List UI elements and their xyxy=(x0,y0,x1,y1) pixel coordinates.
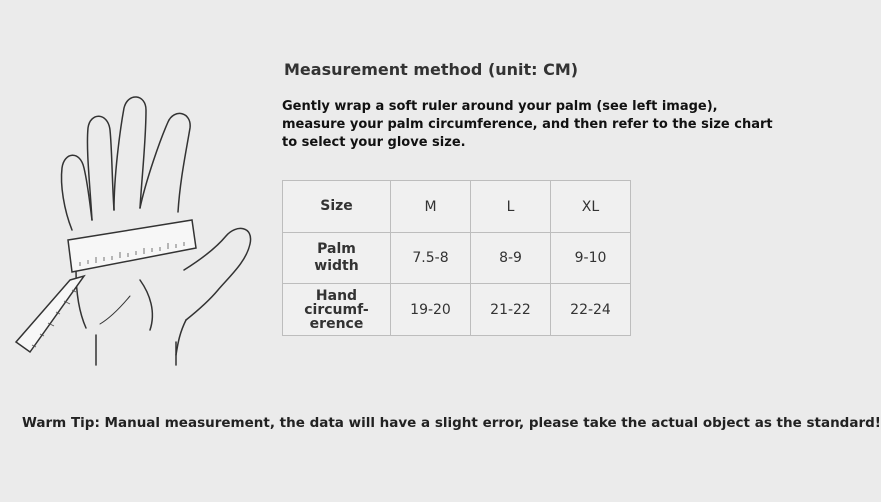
size-l-header: L xyxy=(471,181,551,233)
warm-tip: Warm Tip: Manual measurement, the data will have a slight error, please take the actual object as the standard! xyxy=(22,415,881,431)
palm-width-xl: 9-10 xyxy=(551,233,631,284)
hand-circumference-m: 19-20 xyxy=(391,284,471,336)
size-m-header: M xyxy=(391,181,471,233)
measurement-description: Gently wrap a soft ruler around your palm (see left image), measure your palm circumference, and then refer to the size chart to select your glove size. xyxy=(282,99,773,150)
table-header-row xyxy=(283,181,631,233)
table-row xyxy=(283,284,631,336)
hand-circumference-xl: 22-24 xyxy=(551,284,631,336)
hand-circumference-l: 21-22 xyxy=(471,284,551,336)
size-xl-header: XL xyxy=(551,181,631,233)
hand-with-measuring-tape-icon xyxy=(0,80,280,370)
size-chart-table xyxy=(282,180,631,336)
palm-width-l: 8-9 xyxy=(471,233,551,284)
hand-circumference-label: Hand circumf-erence xyxy=(283,284,391,336)
table-row xyxy=(283,233,631,284)
size-header-label: Size xyxy=(283,181,391,233)
palm-width-label: Palm width xyxy=(283,233,391,284)
page-title: Measurement method (unit: CM) xyxy=(284,60,579,79)
palm-width-m: 7.5-8 xyxy=(391,233,471,284)
